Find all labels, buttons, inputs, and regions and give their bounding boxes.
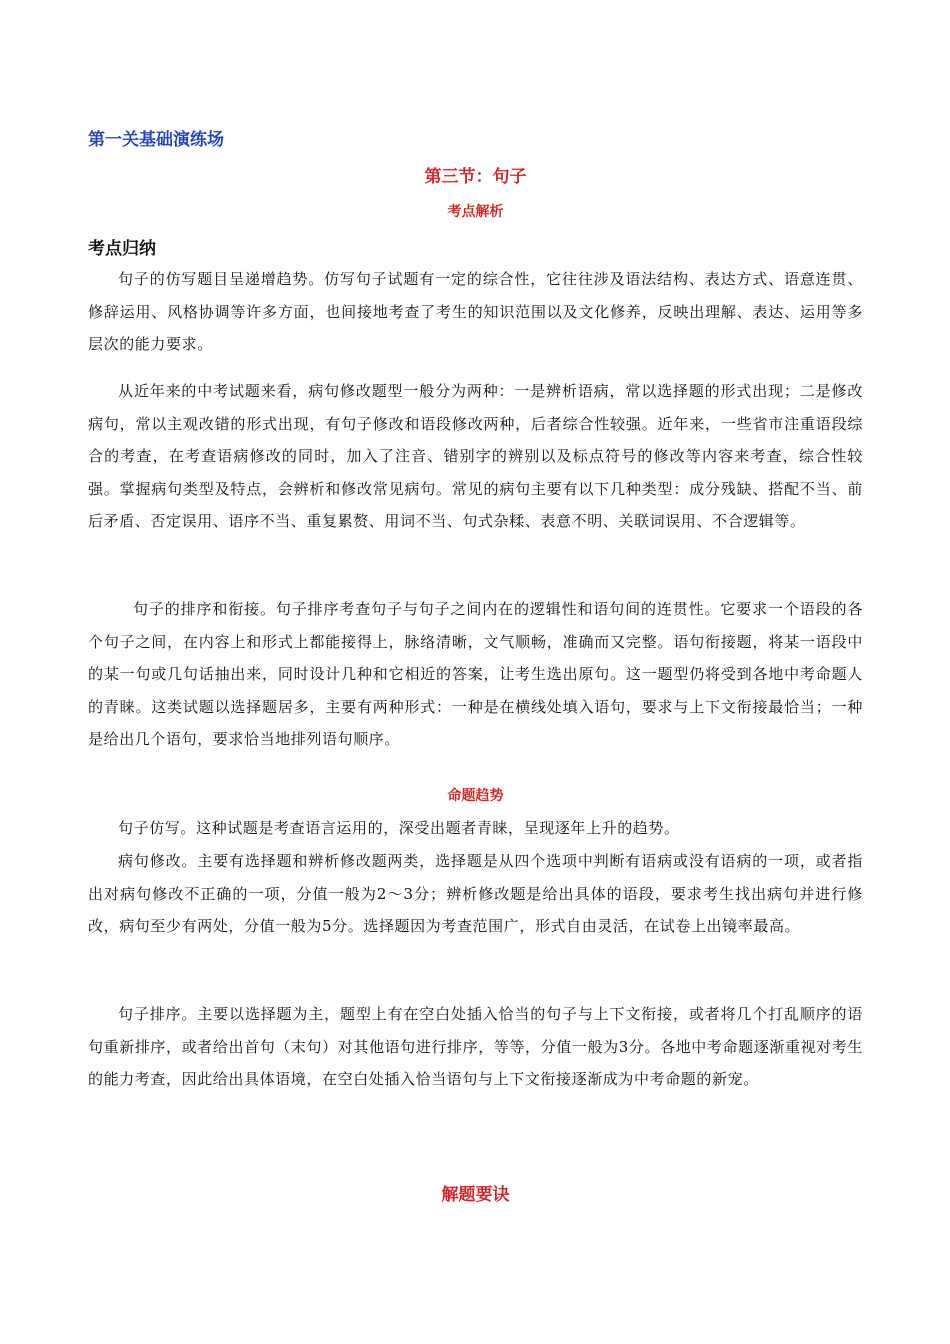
summary-heading: 考点归纳 bbox=[88, 239, 156, 259]
section-title: 第三节：句子 bbox=[424, 167, 527, 187]
trend-paragraph-ordering: 句子排序。主要以选择题为主，题型上有在空白处插入恰当的句子与上下文衔接，或者将几个打乱顺序的语句重新排序，或者给出首句（末句）对其他语句进行排序，等等，分值一般为3分。各地中考命题逐渐重视对考生的能力考查，因此给出具体语境，在空白处插入恰当语句与上下文衔接逐渐成为中考命题的新宠。 bbox=[88, 1005, 863, 1088]
trend-paragraph-imitation: 句子仿写。这种试题是考查语言运用的，深受出题者青睐，呈现逐年上升的趋势。 bbox=[118, 819, 680, 837]
level-heading: 第一关基础演练场 bbox=[88, 130, 224, 150]
trend-title: 命题趋势 bbox=[447, 788, 504, 804]
trend-paragraph-sentence-errors: 病句修改。主要有选择题和辨析修改题两类，选择题是从四个选项中判断有语病或没有语病的一项，或者指出对病句修改不正确的一项，分值一般为2～3分；辨析修改题是给出具体的语段，要求考生找出病句并进行修改，病句至少有两处，分值一般为5分。选择题因为考查范围广，形式自由灵活，在试卷上出镜率最高。 bbox=[88, 852, 863, 935]
summary-paragraph-imitation: 句子的仿写题目呈递增趋势。仿写句子试题有一定的综合性，它往往涉及语法结构、表达方式、语意连贯、修辞运用、风格协调等许多方面，也间接地考查了考生的知识范围以及文化修养，反映出理解、表达、运用等多层次的能力要求。 bbox=[88, 270, 863, 353]
summary-paragraph-sentence-errors: 从近年来的中考试题来看，病句修改题型一般分为两种：一是辨析语病，常以选择题的形式出现；二是修改病句，常以主观改错的形式出现，有句子修改和语段修改两种，后者综合性较强。近年来，一些省市注重语段综合的考查，在考查语病修改的同时，加入了注音、错别字的辨别以及标点符号的修改等内容来考查，综合性较强。掌握病句类型及特点，会辨析和修改常见病句。常见的病句主要有以下几种类型：成分残缺、搭配不当、前后矛盾、否定误用、语序不当、重复累赘、用词不当、句式杂糅、表意不明、关联词误用、不合逻辑等。 bbox=[88, 382, 863, 530]
analysis-title: 考点解析 bbox=[447, 204, 504, 220]
summary-paragraph-ordering: 句子的排序和衔接。句子排序考查句子与句子之间内在的逻辑性和语句间的连贯性。它要求一个语段的各个句子之间，在内容上和形式上都能接得上，脉络清晰，文气顺畅，准确而又完整。语句衔接题，将某一语段中的某一句或几句话抽出来，同时设计几种和它相近的答案，让考生选出原句。这一题型仍将受到各地中考命题人的青睐。这类试题以选择题居多，主要有两种形式：一种是在横线处填入语句，要求与上下文衔接最恰当；一种是给出几个语句，要求恰当地排列语句顺序。 bbox=[88, 600, 863, 748]
tips-title: 解题要诀 bbox=[441, 1185, 510, 1205]
